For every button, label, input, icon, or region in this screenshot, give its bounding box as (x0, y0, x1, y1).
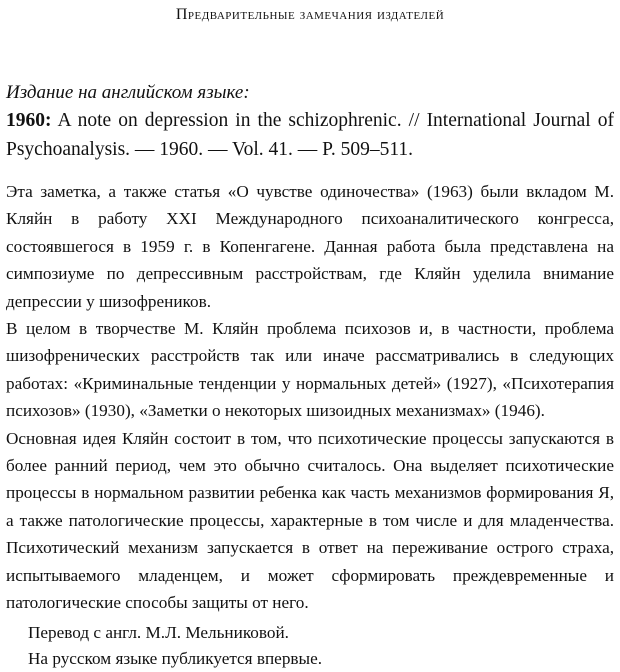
paragraph-intro: Эта заметка, а также статья «О чувстве одиночества» (1963) были вкладом М. Кляйн в работу XXI Международного психоаналитического конгресса, состоявшегося в 1959 г. в Копенгагене. Данная работа была представлена на симпозиуме по депрессивным расстройствам, где Кляйн уделила внимание депрессии у шизофреников. (6, 182, 614, 311)
edition-citation (6, 106, 614, 164)
citation-year: 1960: (6, 110, 52, 131)
publication-note: На русском языке публикуется впервые. (28, 649, 322, 668)
body-text (6, 178, 614, 617)
citation-text: A note on depression in the schizophrenic. // International Journal of Psychoanalysis. — 1960. — Vol. 41. — P. 509–511. (6, 110, 614, 160)
running-head-title: Предварительные замечания издателей (175, 6, 445, 23)
paragraph-main-idea: Основная идея Кляйн состоит в том, что психотические процессы запускаются в более ранний период, чем это обычно считалось. Она выделяет психотические процессы в нормальном развитии ребенка как часть механизмов формирования Я, а также патологические процессы, характерные в том числе и для младенчества. Психотический механизм запускается в ответ на переживание острого страха, испытываемого младенцем, и может сформировать преждевременные и патологические способы защиты от него. (6, 428, 614, 613)
translator-credit: Перевод с англ. М.Л. Мельниковой. (28, 623, 289, 642)
translation-notes (28, 620, 322, 672)
paragraph-works: В целом в творчестве М. Кляйн проблема психозов и, в частности, проблема шизофренических расстройств так или иначе рассматривались в следующих работах: «Криминальные тенденции у нормальных детей» (1927), «Психотерапия психозов» (1930), «Заметки о некоторых шизоидных механизмах» (1946). (6, 319, 614, 421)
edition-label: Издание на английском языке: (6, 82, 250, 103)
